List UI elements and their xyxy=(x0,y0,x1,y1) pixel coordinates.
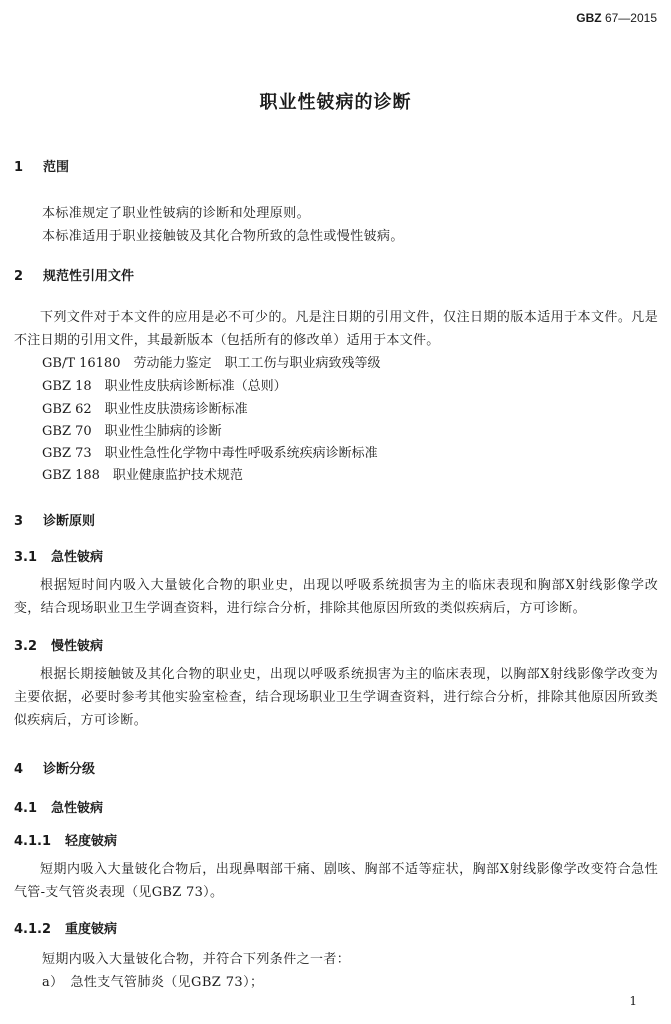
section-4-1-1-paragraph: 短期内吸入大量铍化合物后，出现鼻咽部干痛、剧咳、胸部不适等症状，胸部X射线影像学改变符合急性气管-支气管炎表现（见GBZ 73）。 xyxy=(14,862,658,900)
page-title: 职业性铍病的诊断 xyxy=(259,92,412,113)
section-2-heading: 2 规范性引用文件 xyxy=(14,269,135,284)
section-3-2-heading: 3.2 慢性铍病 xyxy=(14,639,104,654)
section-4-heading: 4 诊断分级 xyxy=(14,762,96,777)
reference-item: GBZ 73 职业性急性化学物中毒性呼吸系统疾病诊断标准 xyxy=(42,446,378,461)
reference-item: GBZ 62 职业性皮肤溃疡诊断标准 xyxy=(42,402,248,417)
section-4-1-2-paragraph: 短期内吸入大量铍化合物，并符合下列条件之一者： xyxy=(42,952,351,967)
reference-item: GBZ 188 职业健康监护技术规范 xyxy=(42,468,243,483)
section-1-line-2: 本标准适用于职业接触铍及其化合物所致的急性或慢性铍病。 xyxy=(42,229,404,244)
section-4-1-1-heading: 4.1.1 轻度铍病 xyxy=(14,834,118,849)
section-2-paragraph: 下列文件对于本文件的应用是必不可少的。凡是注日期的引用文件，仅注日期的版本适用于本文件。凡是不注日期的引用文件，其最新版本（包括所有的修改单）适用于本文件。 xyxy=(14,310,658,348)
section-1-heading: 1 范围 xyxy=(14,160,70,175)
reference-item: GBZ 18 职业性皮肤病诊断标准（总则） xyxy=(42,379,287,394)
reference-item: GBZ 70 职业性尘肺病的诊断 xyxy=(42,424,222,439)
page-number: 1 xyxy=(629,994,637,1008)
section-3-1-heading: 3.1 急性铍病 xyxy=(14,550,104,565)
reference-item: GB/T 16180 劳动能力鉴定 职工工伤与职业病致残等级 xyxy=(42,356,381,371)
section-1-line-1: 本标准规定了职业性铍病的诊断和处理原则。 xyxy=(42,206,311,221)
section-4-1-heading: 4.1 急性铍病 xyxy=(14,801,104,816)
list-item-a: a） 急性支气管肺炎（见GBZ 73）； xyxy=(42,975,264,990)
section-4-1-2-heading: 4.1.2 重度铍病 xyxy=(14,922,118,937)
section-3-heading: 3 诊断原则 xyxy=(14,514,96,529)
section-3-2-paragraph: 根据长期接触铍及其化合物的职业史，出现以呼吸系统损害为主的临床表现，以胸部X射线影像学改变为主要依据，必要时参考其他实验室检查，结合现场职业卫生学调查资料，进行综合分析，排除其他原因所致类似疾病后，方可诊断。 xyxy=(14,667,658,728)
section-3-1-paragraph: 根据短时间内吸入大量铍化合物的职业史，出现以呼吸系统损害为主的临床表现和胸部X射线影像学改变，结合现场职业卫生学调查资料，进行综合分析，排除其他原因所致的类似疾病后，方可诊断。 xyxy=(14,578,658,616)
standard-code: GBZ 67—2015 xyxy=(576,11,657,25)
